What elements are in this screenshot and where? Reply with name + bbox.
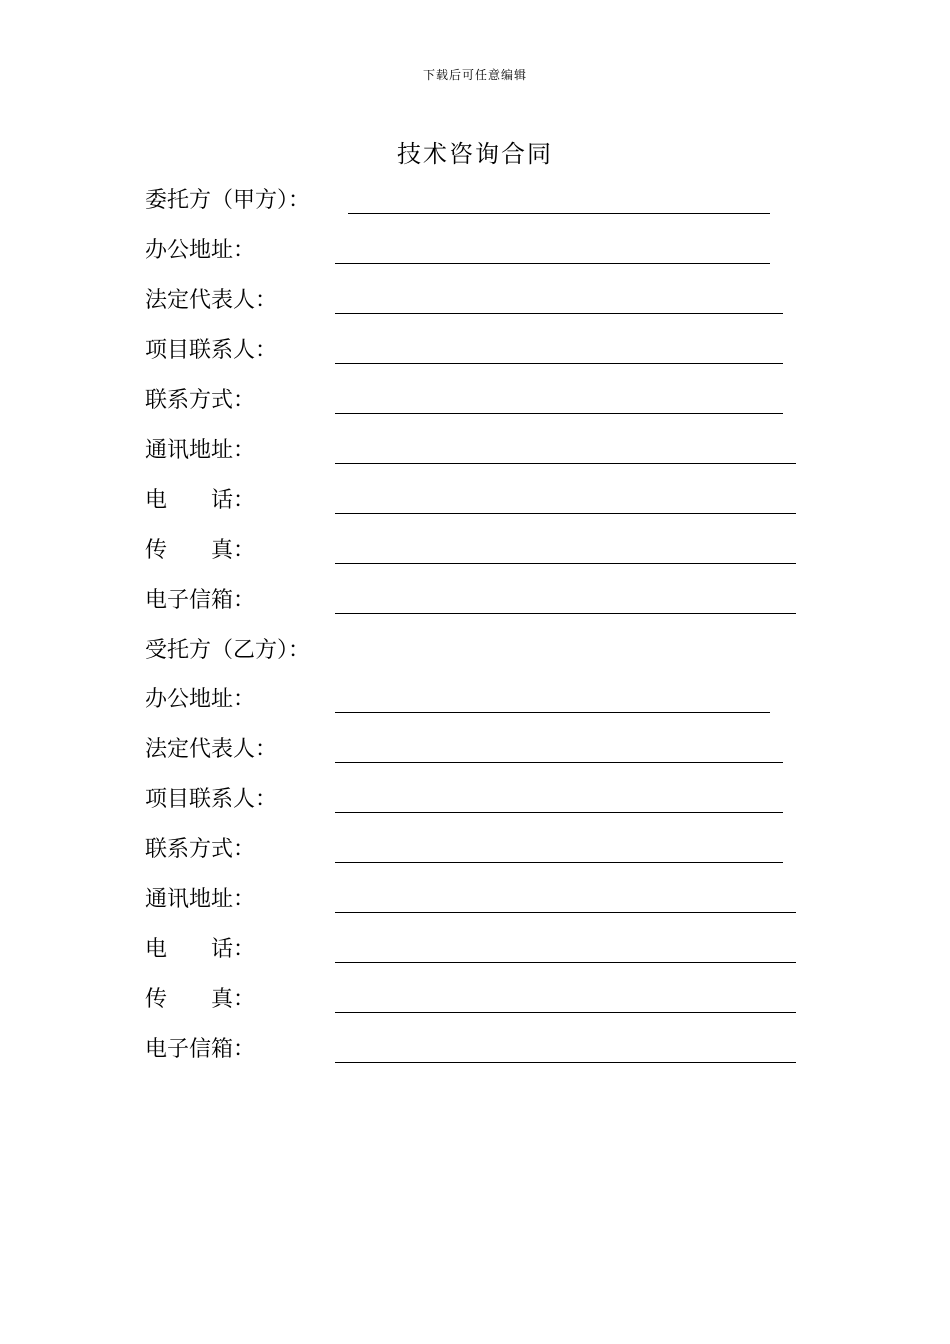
party-b-field-row: [0, 934, 950, 984]
party-b-field-label: 电子信箱：: [145, 1037, 256, 1062]
party-a-project-contact-line[interactable]: [335, 363, 783, 364]
party-a-email-line[interactable]: [335, 613, 796, 614]
party-b-heading-row: [0, 635, 950, 685]
party-b-office-address-line[interactable]: [335, 712, 770, 713]
party-b-email-line[interactable]: [335, 1062, 796, 1063]
party-b-field-row: [0, 834, 950, 884]
party-a-field-label: 电子信箱：: [145, 588, 256, 613]
party-b-field-row: [0, 984, 950, 1034]
party-b-field-label: 通讯地址：: [145, 887, 256, 912]
party-a-contact-method-line[interactable]: [335, 413, 783, 414]
party-b-field-row: [0, 784, 950, 834]
party-b-field-label: 法定代表人：: [145, 737, 278, 762]
party-a-field-label: 传 真：: [145, 538, 256, 563]
party-b-phone-line[interactable]: [335, 962, 796, 963]
party-a-field-label: 电 话：: [145, 488, 256, 513]
party-b-field-label: 电 话：: [145, 937, 256, 962]
party-a-field-row: [0, 535, 950, 585]
party-b-contact-method-line[interactable]: [335, 862, 783, 863]
party-a-field-row: [0, 435, 950, 485]
party-a-office-address-line[interactable]: [335, 263, 770, 264]
party-b-field-label: 项目联系人：: [145, 787, 278, 812]
header-note: 下载后可任意编辑: [422, 68, 527, 82]
party-b-field-row: [0, 1034, 950, 1084]
party-a-field-label: 办公地址：: [145, 238, 256, 263]
party-b-fax-line[interactable]: [335, 1012, 796, 1013]
party-a-fax-line[interactable]: [335, 563, 796, 564]
party-a-mailing-address-line[interactable]: [335, 463, 796, 464]
party-a-field-row: [0, 285, 950, 335]
document-title: 技术咨询合同: [397, 140, 553, 168]
party-a-heading-row: [0, 185, 950, 235]
party-a-field-label: 项目联系人：: [145, 338, 278, 363]
party-b-project-contact-line[interactable]: [335, 812, 783, 813]
party-a-field-row: [0, 385, 950, 435]
party-a-field-row: [0, 335, 950, 385]
party-b-heading: 受托方（乙方）：: [145, 638, 311, 663]
party-a-field-row: [0, 485, 950, 535]
party-a-heading: 委托方（甲方）：: [145, 188, 311, 213]
party-a-field-label: 法定代表人：: [145, 288, 278, 313]
party-b-field-label: 联系方式：: [145, 837, 256, 862]
party-b-field-row: [0, 884, 950, 934]
party-a-name-line[interactable]: [348, 213, 770, 214]
party-a-phone-line[interactable]: [335, 513, 796, 514]
party-a-field-row: [0, 585, 950, 635]
party-a-field-row: [0, 235, 950, 285]
party-b-field-row: [0, 734, 950, 784]
party-a-legal-representative-line[interactable]: [335, 313, 783, 314]
party-b-field-label: 传 真：: [145, 987, 256, 1012]
party-a-field-label: 联系方式：: [145, 388, 256, 413]
party-b-legal-representative-line[interactable]: [335, 762, 783, 763]
party-a-field-label: 通讯地址：: [145, 438, 256, 463]
party-b-mailing-address-line[interactable]: [335, 912, 796, 913]
party-b-field-row: [0, 684, 950, 734]
party-b-field-label: 办公地址：: [145, 687, 256, 712]
